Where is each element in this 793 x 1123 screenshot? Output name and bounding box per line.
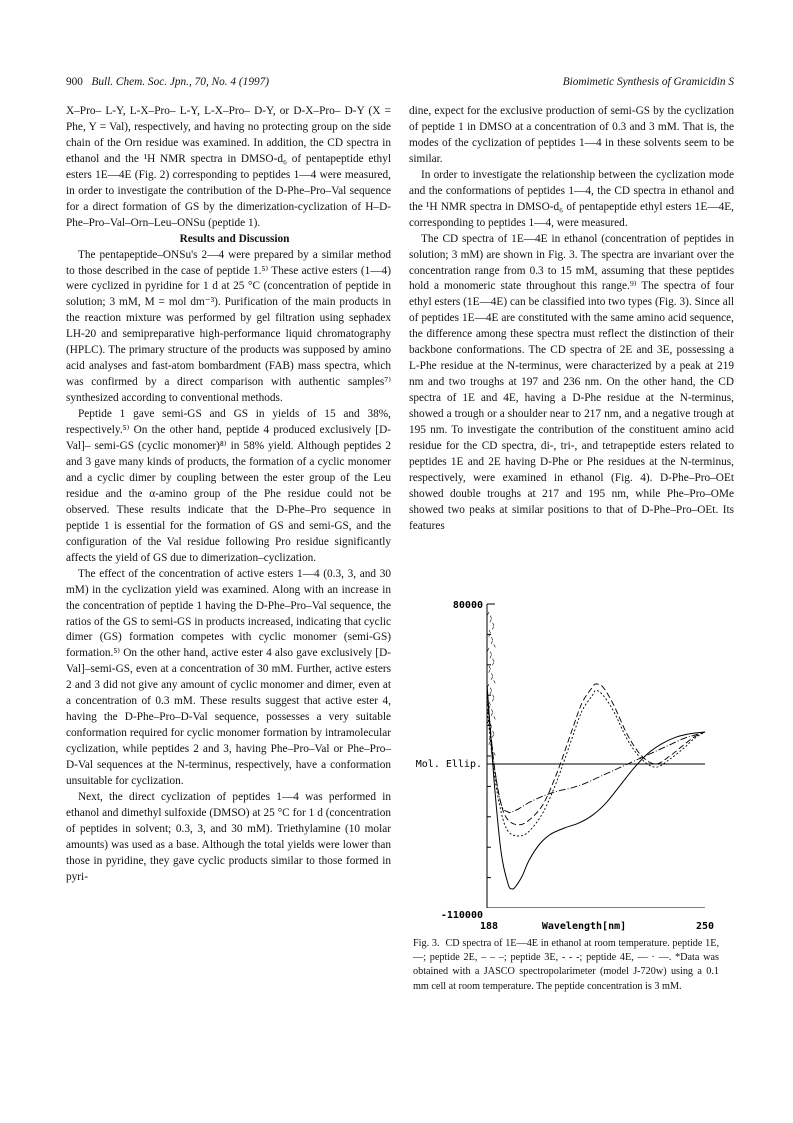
cd-spectra-chart [409,592,734,908]
chart-series [487,612,705,889]
running-title: Biomimetic Synthesis of Gramicidin S [562,76,734,88]
x-axis-title: Wavelength[nm] [541,921,627,932]
paragraph-continued: dine, expect for the exclusive production of semi-GS by the cyclization of peptide 1 in DMSO at a concentration of 0.3 and 3 mM. That is, the modes of the cyclization of peptides 1—4 in these solvents seem to be similar. [409,105,734,165]
x-right-tick-label: 250 [695,921,715,932]
paragraph: The effect of the concentration of active esters 1—4 (0.3, 3, and 30 mM) in the cyclization yield was examined. Along with an increase in the concentration of peptide 1 having the D-Phe–Pro–Val sequence, the ratios of the GS to semi-GS in products increased, indicating that cyclic dimer (GS) formation competes with cyclic monomer (semi-GS) formation.⁵⁾ On the other hand, active ester 4 also gave exclusively [D-Val]–semi-GS, even at a concentration of 30 mM. Further, active esters 2 and 3 did not give any amount of cyclic monomer and dimer, even at a concentration of 0.3 mM. These results suggest that active ester 4, having the D-Phe–Pro–D-Val sequence, possesses a very suitable conformation required for cyclic monomer formation by intramolecular cyclization, while peptides 2 and 3, having Phe–Pro–Val or Phe–Pro–D-Val sequences at the N-terminus, respectively, have a conformation unsuitable for cyclization. [66,567,391,788]
paragraph: The CD spectra of 1E—4E in ethanol (concentration of peptides in solution; 3 mM) are shown in Fig. 3. The spectra are invariant over the concentration range from 0.3 to 15 mM, assuming that these peptides hold a monomeric state throughout this range.⁹⁾ The spectra of four ethyl esters (1E—4E) can be classified into two types (Fig. 3). Since all of peptides 1E—4E are constituted with the same amino acid sequence, the difference among these spectra must reflect the distinction of their backbone conformations. The CD spectra of 2E and 3E, possessing a L-Phe residue at the N-terminus, were characterized by a peak at 219 nm and two troughs at 197 and 236 nm. On the other hand, the CD spectra of 1E and 4E, having a D-Phe residue at the N-terminus, showed a trough or a shoulder near to 217 nm, and a negative trough at 195 nm. To investigate the contribution of the constituent amino acid residue for the CD spectra, di-, tri-, and tetrapeptide esters related to peptides 1E and 2E having D-Phe or Phe residues at the N-terminus, respectively, were examined in ethanol (Fig. 4). D-Phe–Pro–OEt showed double troughs at 217 and 195 nm, while Phe–Pro–OMe showed two peaks at similar positions to that of D-Phe–Pro–OEt. Its features [409,232,734,532]
paragraph-intro: X–Pro– L-Y, L-X–Pro– L-Y, L-X–Pro– D-Y, or D-X–Pro– D-Y (X = Phe, Y = Val), respectively, and having no protecting group on the side chain of the Orn residue was examined. In addition, the CD spectra in ethanol and the ¹H NMR spectra in DMSO-d₆ of pentapeptide ethyl esters 1E—4E (Fig. 2) corresponding to peptides 1—4 were measured, in order to investigate the contribution of the D-Phe–Pro–Val sequence for a direct formation of GS by the dimerization-cyclization of H–D-Phe–Pro–Val–Orn–Leu–ONSu (peptide 1). [66,105,391,229]
figure-x-labels [409,908,734,936]
header-left [66,76,269,88]
running-header [66,76,734,92]
figure-caption [413,937,719,994]
section-title: Results and Discussion [179,232,290,245]
y-axis-title: Mol. Ellip. [415,759,482,770]
paragraph: Next, the direct cyclization of peptides 1—4 was performed in ethanol and dimethyl sulfoxide (DMSO) at 25 °C for 1 d (concentration of peptides in solvent; 0.3, 3, and 30 mM). Triethylamine (10 molar amounts) was used as a base. Although the total yields were lower than those in pyridine, they gave cyclic products similar to those formed in pyri- [66,790,391,883]
caption-text: CD spectra of 1E—4E in ethanol at room temperature. peptide 1E, —; peptide 2E, – – –; peptide 3E, - - -; peptide 4E, — · —. *Data was obtained with a JASCO spectropolarimeter (model J-720w) using a 0.1 mm cell at room temperature. The peptide concentration is 3 mM. [413,938,719,992]
series-line-1e [487,684,705,889]
y-bottom-tick-label: -110000 [440,910,483,921]
noise-trace [488,612,496,755]
right-column [409,104,734,535]
caption-label: Fig. 3. [413,938,440,949]
page-number: 900 [66,76,83,88]
series-line-4e [487,692,705,813]
journal-citation: Bull. Chem. Soc. Jpn., 70, No. 4 (1997) [91,76,270,88]
y-top-tick-label: 80000 [452,600,483,611]
figure-cd-spectra [409,592,734,908]
series-line-3e [487,690,705,836]
series-line-2e [487,684,705,825]
left-column [66,104,391,886]
x-left-tick-label: 188 [479,921,499,932]
paragraph: Peptide 1 gave semi-GS and GS in yields of 15 and 38%, respectively.⁵⁾ On the other hand, peptide 4 produced exclusively [D-Val]– semi-GS (cyclic monomer)⁸⁾ in 58% yield. Although peptides 2 and 3 gave many kinds of products, the formation of a cyclic monomer and a cyclic dimer by coupling between the ester group of the Leu residue and the α-amino group of the Phe residue could not be observed. These results indicate that the D-Phe–Pro sequence in peptide 1 is essential for the formation of GS and semi-GS, and the configuration of the Val residue following Pro residue significantly affects the yield of GS due to dimerization–cyclization. [66,408,391,564]
paragraph: In order to investigate the relationship between the cyclization mode and the conformations of peptides 1—4, the CD spectra in ethanol and the ¹H NMR spectra in DMSO-d₆ of pentapeptide ethyl esters 1E—4E, corresponding to peptides 1—4, were measured. [409,168,734,229]
chart-ticks [487,604,491,908]
chart-axes [487,604,705,908]
paragraph: The pentapeptide–ONSu's 2—4 were prepared by a similar method to those described in the case of peptide 1.⁵⁾ These active esters (1—4) were cyclized in pyridine for 1 d at 25 °C (concentration of peptide in solution; 3 mM, M = mol dm⁻³). Purification of the main products in the reaction mixture was performed by gel filtration using sephadex LH-20 and semipreparative high-performance liquid chromatography (HPLC). The primary structure of the products was supposed by amino acid analyses and fast-atom bombardment (FAB) mass spectra, which was confirmed by a direct comparison with authentic samples⁷⁾ synthesized according to conventional methods. [66,248,391,405]
